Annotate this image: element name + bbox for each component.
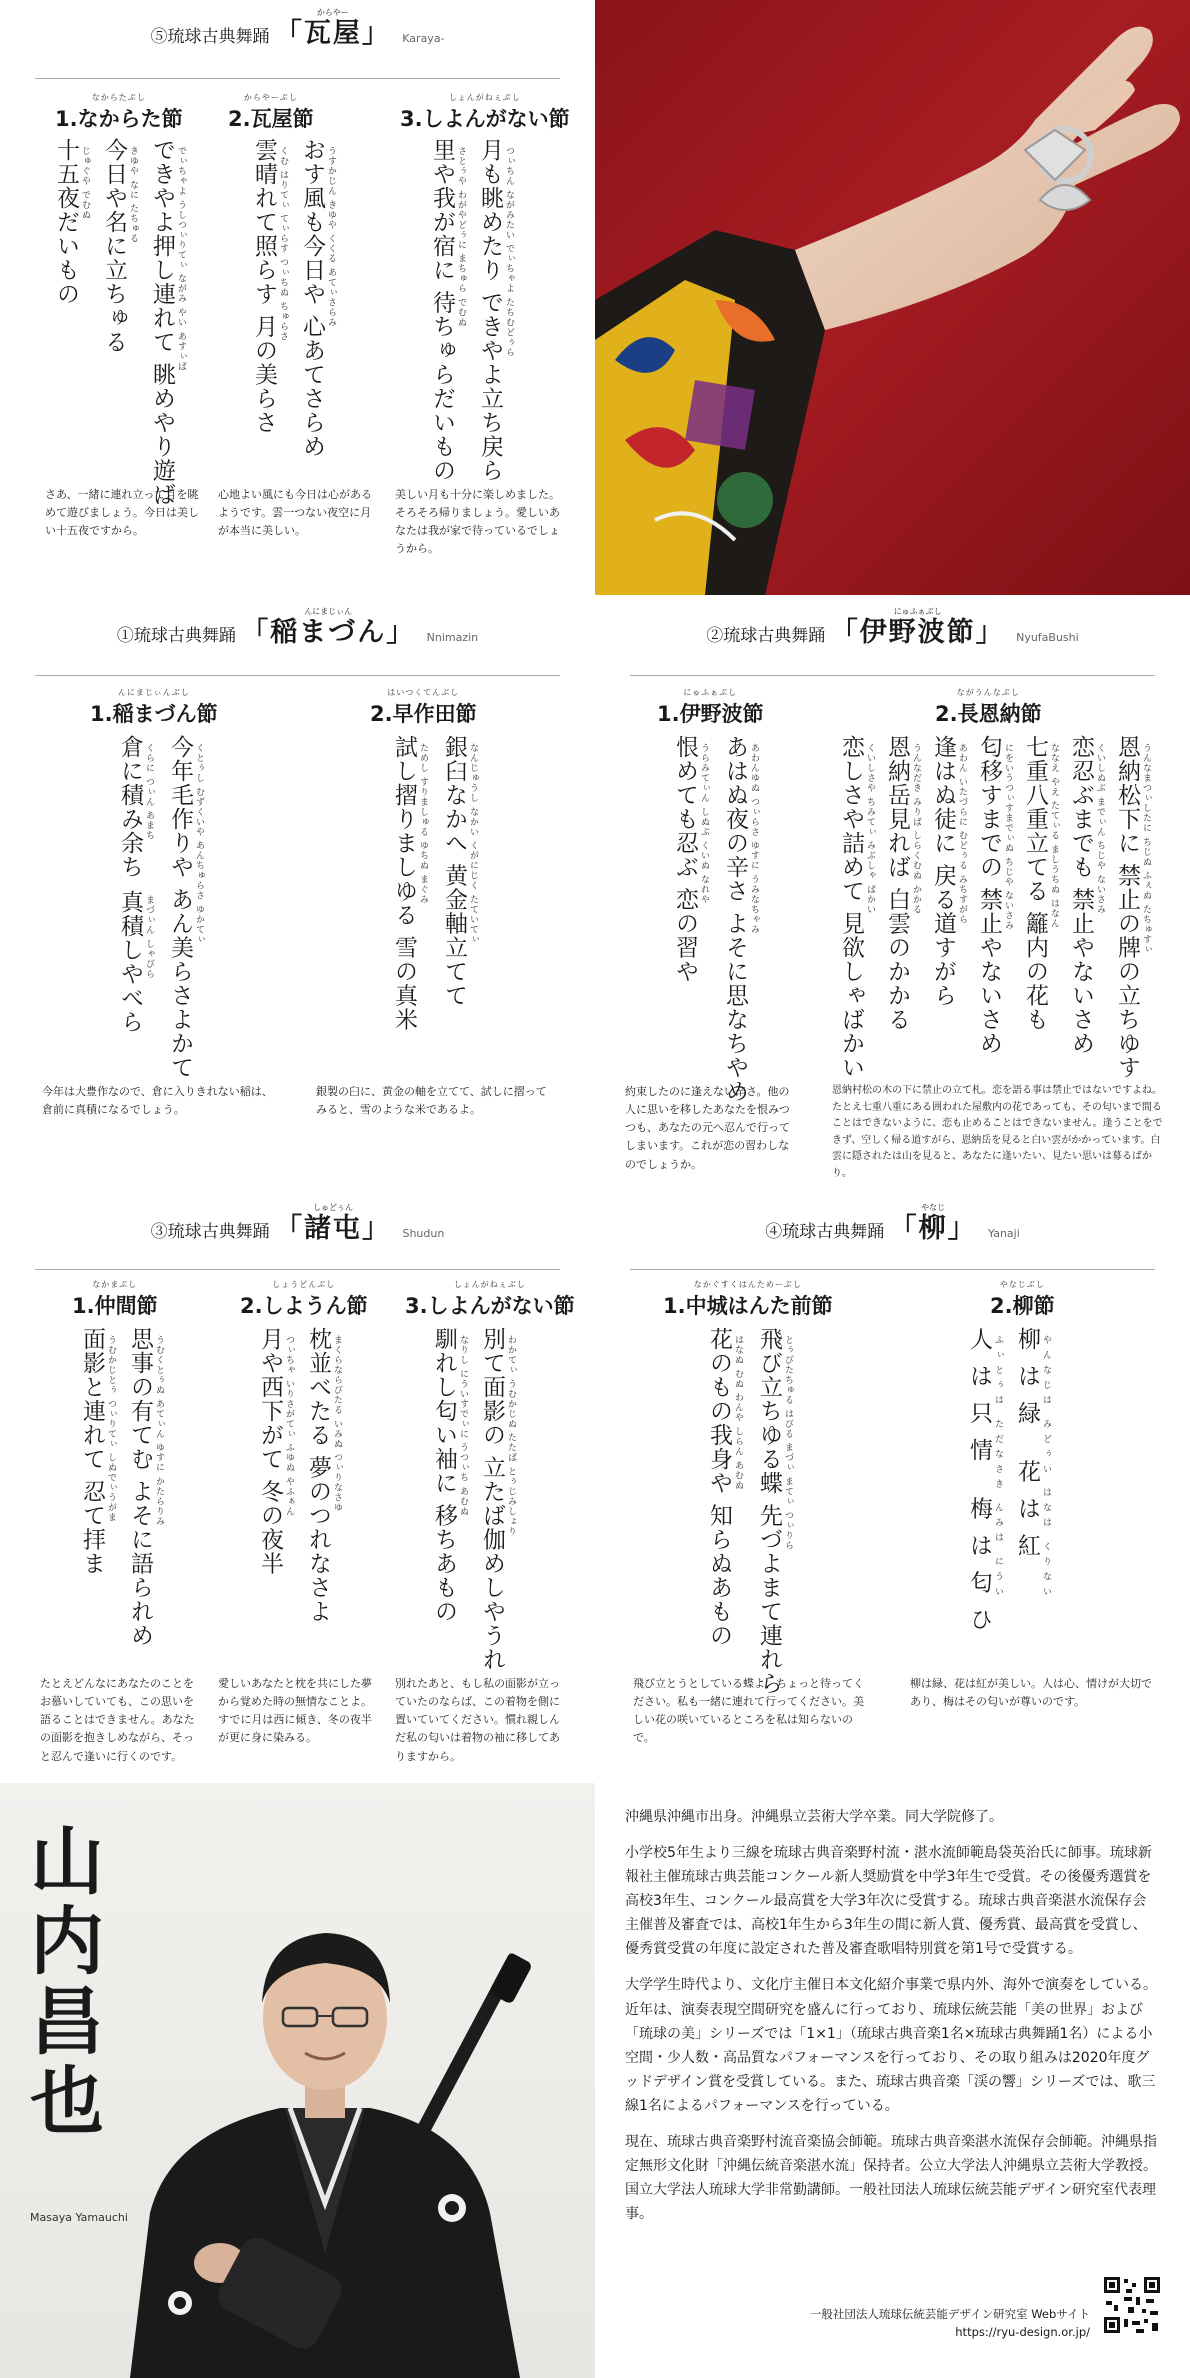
karaya-rule <box>35 78 560 79</box>
nyufabushi-s2-line-5: 逢はぬ徒に 戻る道すがら <box>930 735 956 1008</box>
karaya-s2-line-1: おす風も今日や 心あてさらめ <box>299 138 325 459</box>
karaya-song-2-title: からやーぶし 2.瓦屋節 <box>228 93 314 131</box>
karaya-s2-ruby-2: くむ はりてぃ てぃらす つぃちぬ ちゅらさ <box>278 146 288 342</box>
yanaji-s1-line-1: 飛び立ちゆる蝶 先づよまて連れら <box>756 1327 782 1696</box>
karaya-translation-1: さあ、一緒に連れ立って月を眺めて遊びましょう。今日は美しい十五夜ですから。 <box>45 488 199 538</box>
karaya-title-main: 「瓦屋」 <box>274 18 391 49</box>
karaya-s1-line-1: できやよ押し連れて 眺めやり遊ば <box>149 138 175 507</box>
shudun-song-2-title: しょうどんぶし 2.しようん節 <box>240 1280 368 1318</box>
nnimazin-s1-line-1: 今年毛作りや あん美らさよかて <box>167 735 193 1080</box>
website-info <box>810 2305 1090 2342</box>
shudun-s3-line-2: 馴れし匂い袖に 移ちあもの <box>431 1327 457 1624</box>
qr-code[interactable] <box>1102 2275 1162 2335</box>
shudun-rule <box>35 1269 560 1270</box>
karaya-s3-line-1: 月も眺めたり できやよ立ち戻ら <box>477 138 503 483</box>
karaya-s1-ruby-2: きゆや なに たちゅる <box>128 146 138 244</box>
bio-paragraph-2: 小学校5年生より三線を琉球古典音楽野村流・湛水流師範島袋英治氏に師事。琉球新報社主催琉球古典芸能コンクール新人奨励賞を中学3年生で受賞。その後優秀選賞を高校3年生、コンクール最高賞を大学3年次に受賞する。琉球古典音楽湛水流保存会主催普及審査では、高校1年生から3年生の間に新人賞、優秀賞、最高賞を受賞し、優秀賞受賞の年度に設定された普及審査歌唱特別賞を第1号で受賞する。 <box>625 1845 1152 1958</box>
website-url[interactable]: https://ryu-design.or.jp/ <box>955 2325 1090 2340</box>
shudun-translation-1: たとえどんなにあなたのことをお慕いしていても、この思いを語ることはできません。あなたの面影を抱きしめながら、そっと忍んで逢いに行くのです。 <box>40 1677 195 1763</box>
yanaji-s2-line-1: 柳は緑 花は紅 <box>1014 1327 1040 1571</box>
karaya-panel <box>0 0 595 595</box>
profile-bio <box>625 1805 1160 2238</box>
nyufabushi-song-2-title: ながうんなぶし 2.長恩納節 <box>935 688 1042 726</box>
shudun-s1-line-1: 思事の有てむ よそに語られめ <box>127 1327 153 1648</box>
shudun-title: ③琉球古典舞踊 しゅどぅん 「諸屯」 Shudun <box>150 1203 445 1244</box>
website-label: 一般社団法人琉球伝統芸能デザイン研究室 Webサイト <box>809 2307 1090 2321</box>
nyufabushi-song-1-title: にゅふぁぶし 1.伊野波節 <box>657 688 764 726</box>
nyufabushi-s2-line-1: 恩納松下に 禁止の牌の立ちゆす <box>1114 735 1140 1080</box>
karaya-s2-ruby-1: うすかじん きゆや くくる あてぃさらみ <box>326 146 336 328</box>
yanaji-translation-1: 飛び立とうとしている蝶よ、ちょっと待ってください。私も一緒に連れて行ってください。美しい花の咲いているところを私は知らないので。 <box>633 1677 864 1745</box>
nnimazin-song-2-title: はいつくてんぶし 2.早作田節 <box>370 688 477 726</box>
yanaji-translation-2: 柳は緑、花は紅が美しい。人は心、情けが大切であり、梅はその匂いが尊いのです。 <box>910 1677 1152 1709</box>
karaya-title: ⑤琉球古典舞踊 からやー 「瓦屋」 Karaya- <box>150 8 445 49</box>
karaya-s3-line-2: 里や我が宿に 待ちゅらだいもの <box>429 138 455 483</box>
nyufabushi-s1-line-1: あはぬ夜の辛さ よそに思なちやめ <box>722 735 748 1104</box>
nnimazin-s1-line-2: 倉に積み余ち <box>117 735 143 879</box>
nyufabushi-title: ②琉球古典舞踊 にゅふぁぶし 「伊野波節」 NyufaBushi <box>706 607 1079 648</box>
nyufabushi-s2-line-3: 七重八重立てる 籬内の花も <box>1022 735 1048 1032</box>
qr-code-icon <box>1102 2275 1162 2335</box>
karaya-s1-ruby-3: じゅぐや でむぬ <box>80 146 90 220</box>
nnimazin-rule <box>35 675 560 676</box>
shudun-song-3-title: しょんがねぇぶし 3.しよんがない節 <box>405 1280 575 1318</box>
shudun-s2-line-2: 月や西下がて 冬の夜半 <box>257 1327 283 1576</box>
dancer-hand-photo <box>595 0 1190 595</box>
profile-name-romaji: Masaya Yamauchi <box>30 2211 128 2224</box>
shudun-translation-2: 愛しいあなたと枕を共にした夢から覚めた時の無情なことよ。すでに月は西に傾き、冬の夜半が更に身に染みる。 <box>218 1677 372 1745</box>
nyufabushi-s1-line-2: 恨めても忍ぶ 恋の習や <box>672 735 698 984</box>
nyufabushi-s2-line-2: 恋忍ぶまでも 禁止やないさめ <box>1068 735 1094 1056</box>
nyufabushi-translation-2: 恩納村松の木の下に禁止の立て札。恋を語る事は禁止ではないですよね。たとえ七重八重にある囲われた屋敷内の花であっても、その匂いまで間ることはできないように、恋も止めることはできないません。逢うことをできず、空しく帰る道すがら、恩納岳を見ると白い雲がかかっています。白雲に隠されたは山を見ると、あなたに逢いたい、見たい思いは募るばかり。 <box>832 1085 1163 1179</box>
karaya-s1-ruby-1: でぃちゃよ うしつぃりてぃ ながみ やい あすぃば <box>176 146 186 372</box>
yanaji-rule <box>630 1269 1155 1270</box>
nyufabushi-translation-1: 約束したのに逢えない辛さ。他の人に思いを移したあなたを恨みつつも、あなたの元へ忍んで行ってしまいます。これが恋の習わしなのでしょうか。 <box>625 1085 790 1171</box>
karaya-s1-line-3: 十五夜だいもの <box>53 138 79 306</box>
performer-illustration <box>0 1783 595 2378</box>
karaya-s1-line-2: 今日や名に立ちゅる <box>101 138 127 354</box>
bio-paragraph-4: 現在、琉球古典音楽野村流音楽協会師範。琉球古典音楽湛水流保存会師範。沖縄県指定無形文化財「沖縄伝統音楽湛水流」保持者。公立大学法人沖縄県立芸術大学教授。国立大学法人琉球大学非常勤講師。一般社団法人琉球伝統芸能デザイン研究室代表理事。 <box>625 2133 1157 2223</box>
yanaji-song-2-title: やなじぶし 2.柳節 <box>990 1280 1055 1318</box>
bio-paragraph-1: 沖縄県沖縄市出身。沖縄県立芸術大学卒業。同大学院修了。 <box>625 1809 1003 1825</box>
dancer-hand-illustration <box>595 0 1190 595</box>
profile-photo <box>0 1783 595 2378</box>
shudun-s1-line-2: 面影と連れて 忍て拝ま <box>79 1327 105 1576</box>
karaya-title-ruby: からやー <box>316 8 349 17</box>
profile-bio-panel <box>595 1783 1190 2378</box>
nyufabushi-rule <box>630 675 1155 676</box>
shudun-s3-line-1: 別て面影の 立たば伽めしやうれ <box>479 1327 505 1672</box>
karaya-song-3-title: しょんがねぇぶし 3.しよんがない節 <box>400 93 570 131</box>
yanaji-song-1-title: なかぐすくはんためーぶし 1.中城はんた前節 <box>663 1280 833 1318</box>
profile-name-kanji: 山内昌也 <box>30 1819 104 2145</box>
nnimazin-panel: ①琉球古典舞踊 んにまじぃん 「稲まづん」 Nnimazin んにまじぃんぶし 1.稲まづん節 はいつくてんぶし 2.早作田節 今年毛作りや あん美らさよかて くとぅし むずくいや あんちゅらさ ゆかてぃ 倉に積み余ち くらに つぃん あまち 真積しやべら まづぃん しゃびら 銀臼なかへ 黄金軸立てて なんじゅうし なかい くがにじく たていてぃ 試し摺りましゆる 雪の真米 ためし すりましゅる ゆちぬ まぐみ 今年は大豊作なので、倉に入りきれない稲は、倉前に真積になるでしょう。 銀製の臼に、黄金の軸を立てて、試しに摺ってみると、雪のような米であるよ。 <box>0 595 595 1189</box>
nyufabushi-s2-line-6: 恩納岳見れば 白雲のかかる <box>884 735 910 1032</box>
shudun-s2-line-1: 枕並べたる 夢のつれなさよ <box>305 1327 331 1624</box>
karaya-s2-line-2: 雲晴れて照らす 月の美らさ <box>251 138 277 435</box>
nyufabushi-panel: ②琉球古典舞踊 にゅふぁぶし 「伊野波節」 NyufaBushi にゅふぁぶし 1.伊野波節 ながうんなぶし 2.長恩納節 あはぬ夜の辛さ よそに思なちやめ あわんゆぬ つぃらさ ゆすに うみなちゃみ 恨めても忍ぶ 恋の習や うらみてぃん しぬぶ くいぬ なれや 恩納松下に 禁止の牌の立ちゆす うんなまつぃしたに ちじぬ ふぇぬ たちゅすぃ 恋忍ぶまでも 禁止やないさめ くいしぬぶ までぃん ちじや ないさみ 七重八重立てる 籬内の花も ななえ やえ たてぃる ましうちぬ はなん 匂移すまでの 禁止やないさめ にをいうつぃすまでぃぬ ちじや ないさみ 逢はぬ徒に 戻る道すがら あわん いたづらに むどぅる みちすがら 恩納岳見れば 白雲のかかる うんなだき みりば しらくむぬ かかる 恋しさや詰めて 見欲しゃばかい くいしさや ちみてぃ みぶしゃ ばかい 約束したのに逢えない辛さ。他の人に思いを移したあなたを恨みつつも、あなたの元へ忍んで行ってしまいます。これが恋の習わしなのでしょうか。 恩納村松の木の下に禁止の立て札。恋を語る事は禁止ではないですよね。たとえ七重八重にある囲われた屋敷内の花であっても、その匂いまで間ることはできないように、恋も止めることはできないません。逢うことをできず、空しく帰る道すがら、恩納岳を見ると白い雲がかかっています。白雲に隠されたは山を見ると、あなたに逢いたい、見たい思いは募るばかり。 <box>595 595 1190 1189</box>
karaya-translation-3: 美しい月も十分に楽しめました。そろそろ帰りましょう。愛しいあなたは我が家で待っているでしょうから。 <box>395 488 560 556</box>
yanaji-s2-line-2: 人は只情 梅は匂ひ <box>966 1327 992 1645</box>
shudun-translation-3: 別れたあと、もし私の面影が立っていたのならば、この着物を側に置いていてください。慣れ親しんだ私の匂いは着物の袖に移してありますから。 <box>395 1677 560 1763</box>
nnimazin-s1-line-3: 真積しやべら <box>117 890 143 1034</box>
nnimazin-s2-line-1: 銀臼なかへ 黄金軸立てて <box>441 735 467 1008</box>
karaya-title-romaji: Karaya- <box>402 32 445 45</box>
karaya-translation-2: 心地よい風にも今日は心があるようです。雲一つない夜空に月が本当に美しい。 <box>218 488 372 538</box>
yanaji-title: ④琉球古典舞踊 やなじ 「柳」 Yanaji <box>765 1203 1020 1244</box>
nnimazin-translation-1: 今年は大豊作なので、倉に入りきれない稲は、倉前に真積になるでしょう。 <box>42 1085 273 1117</box>
nnimazin-translation-2: 銀製の臼に、黄金の軸を立てて、試しに摺ってみると、雪のような米であるよ。 <box>316 1085 547 1117</box>
shudun-song-1-title: なかまぶし 1.仲間節 <box>72 1280 158 1318</box>
nnimazin-s2-line-2: 試し摺りましゆる 雪の真米 <box>391 735 417 1032</box>
karaya-song-1-title: なからたぶし 1.なからた節 <box>55 93 183 131</box>
nyufabushi-s2-line-7: 恋しさや詰めて 見欲しゃばかい <box>838 735 864 1080</box>
nnimazin-title: ①琉球古典舞踊 んにまじぃん 「稲まづん」 Nnimazin <box>116 607 479 648</box>
yanaji-s1-line-2: 花のもの我身や 知らぬあもの <box>706 1327 732 1648</box>
shudun-panel: ③琉球古典舞踊 しゅどぅん 「諸屯」 Shudun なかまぶし 1.仲間節 しょうどんぶし 2.しようん節 しょんがねぇぶし 3.しよんがない節 思事の有てむ よそに語られめ うむくとぅぬ あてぃん ゆすに かたらりみ 面影と連れて 忍て拝ま うむかじとぅ つぃりてぃ しぬでぃうがま 枕並べたる 夢のつれなさよ まくらならびたる いみぬ つぃりなさゆ 月や西下がて 冬の夜半 つぃちゃ いりさがてぃ ふゆぬ やふぁん 別て面影の 立たば伽めしやうれ わかてぃ うむかじぬ たたば とぅじみしょり 馴れし匂い袖に 移ちあもの なりし にういすでぃに うつぃち あむぬ たとえどんなにあなたのことをお慕いしていても、この思いを語ることはできません。あなたの面影を抱きしめながら、そっと忍んで逢いに行くのです。 愛しいあなたと枕を共にした夢から覚めた時の無情なことよ。すでに月は西に傾き、冬の夜半が更に身に染みる。 別れたあと、もし私の面影が立っていたのならば、この着物を側に置いていてください。慣れ親しんだ私の匂いは着物の袖に移してありますから。 <box>0 1189 595 1783</box>
karaya-s3-ruby-1: つぃちん ながみたい でぃちゃよ たちむどぅら <box>504 146 514 358</box>
nyufabushi-s2-line-4: 匂移すまでの 禁止やないさめ <box>976 735 1002 1056</box>
yanaji-panel: ④琉球古典舞踊 やなじ 「柳」 Yanaji なかぐすくはんためーぶし 1.中城はんた前節 やなじぶし 2.柳節 飛び立ちゆる蝶 先づよまて連れら とぅびたちゅる はびる まづぃ まてぃ つぃりら 花のもの我身や 知らぬあもの はなぬ むぬ わんや しらん あむぬ 柳は緑 花は紅 やんなじは みどぅい はなは くりない 人は只情 梅は匂ひ ふぃとぅは ただなさき んみは にうい 飛び立とうとしている蝶よ、ちょっと待ってください。私も一緒に連れて行ってください。美しい花の咲いているところを私は知らないので。 柳は緑、花は紅が美しい。人は心、情けが大切であり、梅はその匂いが尊いのです。 <box>595 1189 1190 1783</box>
karaya-s3-ruby-2: さとぅや わがやどぅに まちゅら でむぬ <box>456 146 466 328</box>
nnimazin-song-1-title: んにまじぃんぶし 1.稲まづん節 <box>90 688 218 726</box>
bio-paragraph-3: 大学学生時代より、文化庁主催日本文化紹介事業で県内外、海外で演奏をしている。近年は、演奏表現空間研究を盛んに行っており、琉球伝統芸能「美の世界」および「琉球の美」シリーズでは「1×1」（琉球古典音楽1名×琉球古典舞踊1名）による小空間・少人数・高品質なパフォーマンスを行っており、その取り組みは2020年度グッドデザイン賞を受賞している。また、琉球古典音楽「渓の響」シリーズでは、歌三線1名によるパフォーマンスを行っている。 <box>625 1977 1157 2114</box>
